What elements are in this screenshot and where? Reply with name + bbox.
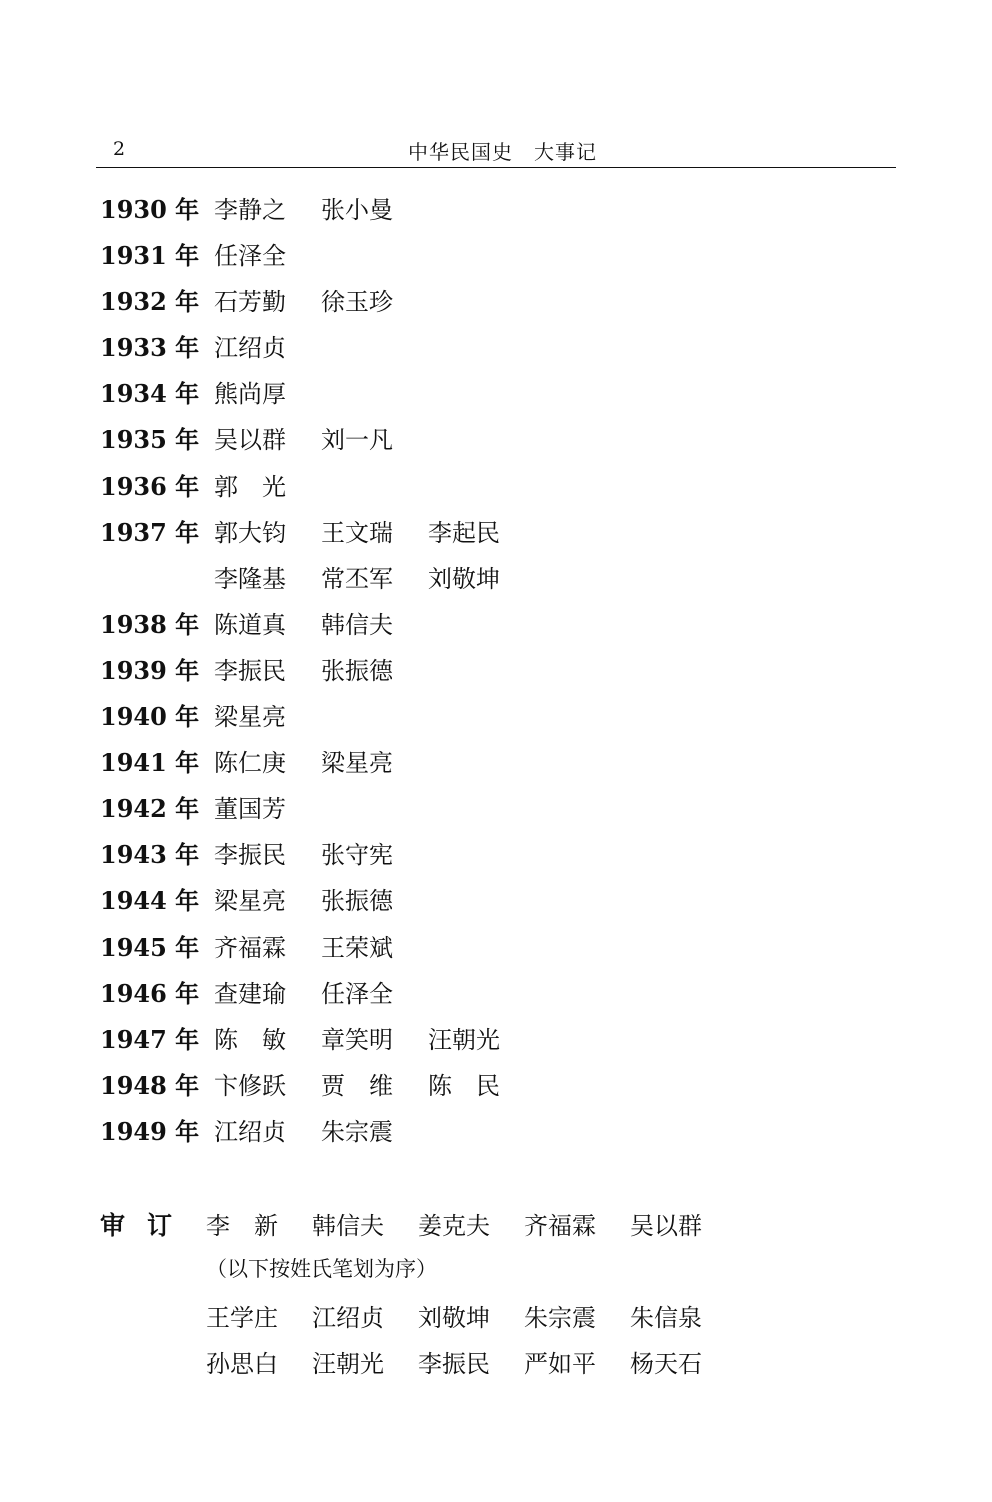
reviewer-name: 姜克夫 — [418, 1211, 490, 1240]
year-label: 1942 年 — [100, 794, 200, 824]
author-names — [214, 328, 321, 363]
author-name: 李静之 — [214, 196, 286, 224]
author-name: 刘敬坤 — [428, 564, 500, 593]
year-row — [100, 1062, 900, 1108]
author-name: 查建瑜 — [214, 979, 286, 1008]
running-title: 中华民国史 大事记 — [408, 140, 597, 164]
author-name: 董国芳 — [214, 795, 286, 824]
year-row — [100, 601, 900, 647]
reviewer-row — [206, 1200, 736, 1246]
year-list — [100, 186, 900, 1154]
author-name: 李隆基 — [214, 564, 286, 593]
author-names — [214, 1020, 535, 1055]
author-name: 汪朝光 — [428, 1025, 500, 1054]
author-name: 徐玉珍 — [321, 288, 393, 317]
year-label: 1938 年 — [100, 609, 200, 639]
reviewer-name: 孙思白 — [206, 1349, 278, 1378]
author-name: 刘一凡 — [321, 426, 393, 455]
year-row — [100, 647, 900, 693]
author-name: 贾 维 — [321, 1071, 393, 1100]
author-name: 梁星亮 — [214, 703, 286, 732]
year-label: 1932 年 — [100, 287, 200, 317]
author-name: 任泽全 — [214, 242, 286, 271]
reviewer-row — [206, 1338, 736, 1384]
reviewer-name: 杨天石 — [630, 1349, 702, 1378]
reviewer-name: 齐福霖 — [524, 1211, 596, 1240]
year-row — [100, 370, 900, 416]
author-name: 李振民 — [214, 841, 286, 870]
author-name: 江绍贞 — [214, 334, 286, 363]
author-names — [214, 605, 428, 640]
year-row — [100, 970, 900, 1016]
author-names — [214, 1066, 535, 1101]
reviewer-name: 严如平 — [524, 1349, 596, 1378]
author-names — [214, 835, 428, 870]
year-row — [100, 463, 900, 509]
author-names — [214, 651, 428, 686]
review-order-note: （以下按姓氏笔划为序） — [206, 1257, 437, 1281]
year-label: 1934 年 — [100, 379, 200, 409]
author-name: 李起民 — [428, 518, 500, 547]
year-label: 1941 年 — [100, 748, 200, 778]
year-row — [100, 924, 900, 970]
author-names — [214, 789, 321, 824]
year-row — [100, 232, 900, 278]
author-name: 齐福霖 — [214, 933, 286, 962]
author-name: 任泽全 — [321, 979, 393, 1008]
author-name: 张振德 — [321, 887, 393, 916]
year-label: 1936 年 — [100, 471, 200, 501]
author-names — [214, 928, 428, 963]
year-row — [100, 186, 900, 232]
reviewer-name: 刘敬坤 — [418, 1303, 490, 1332]
year-label: 1939 年 — [100, 655, 200, 685]
author-name: 王文瑞 — [321, 518, 393, 547]
reviewer-name: 朱信泉 — [630, 1303, 702, 1332]
author-names — [214, 282, 428, 317]
author-name: 吴以群 — [214, 426, 286, 455]
author-name: 江绍贞 — [214, 1117, 286, 1146]
year-label: 1940 年 — [100, 702, 200, 732]
author-name: 张振德 — [321, 656, 393, 685]
author-names — [214, 467, 321, 502]
year-label: 1946 年 — [100, 978, 200, 1008]
author-name: 常丕军 — [321, 564, 393, 593]
year-label: 1930 年 — [100, 195, 200, 224]
author-name: 梁星亮 — [321, 749, 393, 778]
year-label: 1935 年 — [100, 425, 200, 455]
year-row — [100, 693, 900, 739]
reviewer-name: 韩信夫 — [312, 1211, 384, 1240]
author-names — [214, 697, 321, 732]
page-header — [0, 0, 992, 170]
author-name: 卞修跃 — [214, 1071, 286, 1100]
year-row — [100, 831, 900, 877]
reviewer-name: 李振民 — [418, 1349, 490, 1378]
year-label: 1949 年 — [100, 1116, 200, 1146]
author-name: 朱宗震 — [321, 1117, 393, 1146]
year-row — [100, 555, 900, 601]
author-name: 李振民 — [214, 656, 286, 685]
author-names — [214, 236, 321, 271]
author-names — [214, 190, 428, 225]
author-names — [214, 374, 321, 409]
author-name: 王荣斌 — [321, 933, 393, 962]
reviewer-name: 李 新 — [206, 1211, 278, 1240]
author-name: 张小曼 — [321, 196, 393, 224]
author-name: 梁星亮 — [214, 887, 286, 916]
year-label: 1943 年 — [100, 840, 200, 870]
author-name: 熊尚厚 — [214, 380, 286, 409]
reviewer-name: 江绍贞 — [312, 1303, 384, 1332]
author-name: 石芳勤 — [214, 288, 286, 317]
year-label: 1931 年 — [100, 241, 200, 271]
author-name: 陈 民 — [428, 1071, 500, 1100]
year-row — [100, 509, 900, 555]
author-name: 郭大钧 — [214, 518, 286, 547]
author-name: 张守宪 — [321, 841, 393, 870]
author-names — [214, 559, 535, 594]
reviewer-name: 朱宗震 — [524, 1303, 596, 1332]
author-name: 陈 敏 — [214, 1025, 286, 1054]
year-row — [100, 877, 900, 923]
year-label: 1947 年 — [100, 1024, 200, 1054]
year-row — [100, 278, 900, 324]
author-names — [214, 881, 428, 916]
reviewer-row — [206, 1292, 736, 1338]
author-name: 陈仁庚 — [214, 749, 286, 778]
year-row — [100, 739, 900, 785]
year-label: 1948 年 — [100, 1070, 200, 1100]
reviewer-name: 汪朝光 — [312, 1349, 384, 1378]
header-rule — [96, 167, 896, 168]
year-row — [100, 1016, 900, 1062]
author-name: 郭 光 — [214, 472, 286, 501]
page-number: 2 — [113, 138, 126, 160]
review-names — [206, 1200, 736, 1384]
reviewer-name: 王学庄 — [206, 1303, 278, 1332]
year-row — [100, 785, 900, 831]
year-label: 1945 年 — [100, 932, 200, 962]
review-label: 审订 — [100, 1211, 195, 1240]
author-names — [214, 1112, 428, 1147]
year-label: 1933 年 — [100, 333, 200, 363]
author-names — [214, 743, 428, 778]
year-label: 1937 年 — [100, 517, 200, 547]
author-names — [214, 974, 428, 1009]
author-names — [214, 513, 535, 548]
year-row — [100, 324, 900, 370]
author-name: 章笑明 — [321, 1025, 393, 1054]
year-label: 1944 年 — [100, 886, 200, 916]
year-row — [100, 416, 900, 462]
author-name: 韩信夫 — [321, 610, 393, 639]
reviewer-name: 吴以群 — [630, 1211, 702, 1240]
author-name: 陈道真 — [214, 610, 286, 639]
author-names — [214, 420, 428, 455]
year-row — [100, 1108, 900, 1154]
